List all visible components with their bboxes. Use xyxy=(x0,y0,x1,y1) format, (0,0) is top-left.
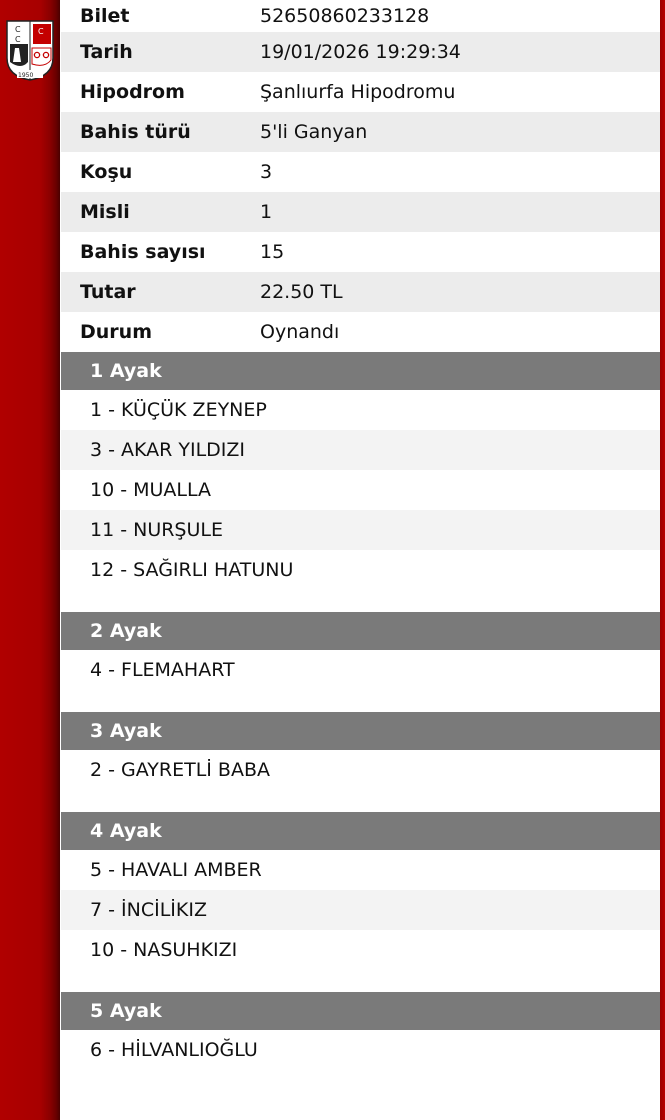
leg-section xyxy=(61,612,660,712)
horse-name: 10 - NASUHKIZI xyxy=(90,939,238,961)
leg-header xyxy=(61,712,660,750)
leg-spacer xyxy=(61,970,660,992)
svg-text:C: C xyxy=(15,35,21,44)
ticket-info-value: 5'li Ganyan xyxy=(260,121,368,143)
ticket-info-label: Tutar xyxy=(80,281,136,303)
horse-row xyxy=(61,930,660,970)
horse-row xyxy=(61,1030,660,1070)
ticket-info-label: Bilet xyxy=(80,5,130,27)
ticket-info-row xyxy=(61,152,660,192)
leg-spacer xyxy=(61,690,660,712)
leg-section xyxy=(61,992,660,1092)
ticket-info-row xyxy=(61,192,660,232)
horse-row xyxy=(61,850,660,890)
horse-row xyxy=(61,470,660,510)
leg-title: 1 Ayak xyxy=(90,360,162,382)
ticket-info-row xyxy=(61,272,660,312)
leg-header xyxy=(61,992,660,1030)
ticket-info-label: Durum xyxy=(80,321,152,343)
horse-row xyxy=(61,430,660,470)
ticket-info-row xyxy=(61,232,660,272)
ticket-info-label: Koşu xyxy=(80,161,133,183)
left-red-bar xyxy=(0,0,60,1120)
right-red-bar xyxy=(660,0,665,1120)
ticket-info-label: Bahis sayısı xyxy=(80,241,206,263)
horse-name: 3 - AKAR YILDIZI xyxy=(90,439,246,461)
horse-name: 6 - HİLVANLIOĞLU xyxy=(90,1039,258,1061)
leg-header xyxy=(61,612,660,650)
ticket-info-value: 19/01/2026 19:29:34 xyxy=(260,41,461,63)
svg-text:C: C xyxy=(38,27,44,36)
ticket-info-value: 52650860233128 xyxy=(260,5,430,27)
leg-title: 2 Ayak xyxy=(90,620,162,642)
club-logo xyxy=(5,18,55,82)
ticket-info-label: Misli xyxy=(80,201,130,223)
leg-header xyxy=(61,352,660,390)
ticket-info-row xyxy=(61,112,660,152)
horse-name: 10 - MUALLA xyxy=(90,479,212,501)
horse-name: 5 - HAVALI AMBER xyxy=(90,859,262,881)
horse-row xyxy=(61,650,660,690)
leg-section xyxy=(61,812,660,992)
legs-list xyxy=(61,352,660,1092)
leg-spacer xyxy=(61,590,660,612)
horse-row xyxy=(61,890,660,930)
ticket-info-value: 1 xyxy=(260,201,273,223)
svg-text:C: C xyxy=(15,25,21,34)
ticket-info-label: Bahis türü xyxy=(80,121,191,143)
ticket-detail-panel xyxy=(61,0,660,1120)
ticket-info-value: Oynandı xyxy=(260,321,340,343)
ticket-info-value: Şanlıurfa Hipodromu xyxy=(260,81,456,103)
leg-section xyxy=(61,352,660,612)
leg-title: 3 Ayak xyxy=(90,720,162,742)
leg-spacer xyxy=(61,790,660,812)
svg-text:1950: 1950 xyxy=(18,72,34,79)
ticket-info-label: Tarih xyxy=(80,41,133,63)
ticket-info-value: 3 xyxy=(260,161,273,183)
horse-name: 11 - NURŞULE xyxy=(90,519,223,541)
leg-spacer xyxy=(61,1070,660,1092)
horse-name: 2 - GAYRETLİ BABA xyxy=(90,759,270,781)
horse-name: 7 - İNCİLİKIZ xyxy=(90,899,207,921)
leg-section xyxy=(61,712,660,812)
horse-row xyxy=(61,510,660,550)
leg-header xyxy=(61,812,660,850)
ticket-info-value: 15 xyxy=(260,241,285,263)
horse-name: 4 - FLEMAHART xyxy=(90,659,235,681)
ticket-info-label: Hipodrom xyxy=(80,81,185,103)
horse-row xyxy=(61,750,660,790)
horse-row xyxy=(61,390,660,430)
ticket-info-row xyxy=(61,72,660,112)
ticket-info-value: 22.50 TL xyxy=(260,281,343,303)
ticket-info-row xyxy=(61,32,660,72)
leg-title: 4 Ayak xyxy=(90,820,162,842)
leg-title: 5 Ayak xyxy=(90,1000,162,1022)
horse-row xyxy=(61,550,660,590)
horse-name: 12 - SAĞIRLI HATUNU xyxy=(90,559,294,581)
ticket-info-table xyxy=(61,0,660,352)
ticket-info-row xyxy=(61,0,660,32)
ticket-info-row xyxy=(61,312,660,352)
horse-name: 1 - KÜÇÜK ZEYNEP xyxy=(90,399,267,421)
